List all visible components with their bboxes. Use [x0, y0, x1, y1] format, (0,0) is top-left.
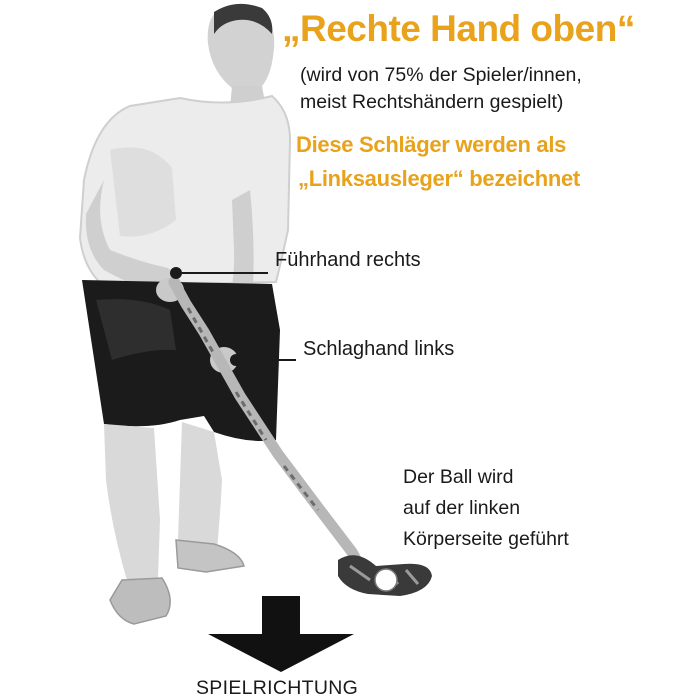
player-shoe-left: [176, 540, 244, 572]
direction-arrow: [208, 596, 354, 672]
note-line-1: Diese Schläger werden als: [296, 132, 567, 157]
ball-note-line-3: Körperseite geführt: [403, 528, 569, 550]
ball-note-line-1: Der Ball wird: [403, 466, 514, 488]
subtitle-line-2: meist Rechtshändern gespielt): [300, 91, 564, 113]
player-shoe-right: [110, 578, 170, 624]
subtitle-line-1: (wird von 75% der Spieler/innen,: [300, 64, 582, 86]
callout-label-stroke-hand: Schlaghand links: [303, 338, 455, 360]
player-leg-right: [104, 424, 160, 584]
callout-dot-stroke-hand: [230, 354, 242, 366]
ball-note-line-2: auf der linken: [403, 497, 521, 519]
page-title: „Rechte Hand oben“: [282, 8, 635, 49]
direction-label: SPIELRICHTUNG: [196, 677, 359, 699]
callout-label-lead-hand: Führhand rechts: [275, 249, 421, 271]
callout-dot-lead-hand: [170, 267, 182, 279]
note-line-2: „Linksausleger“ bezeichnet: [298, 166, 580, 191]
floorball-ball: [375, 569, 397, 591]
